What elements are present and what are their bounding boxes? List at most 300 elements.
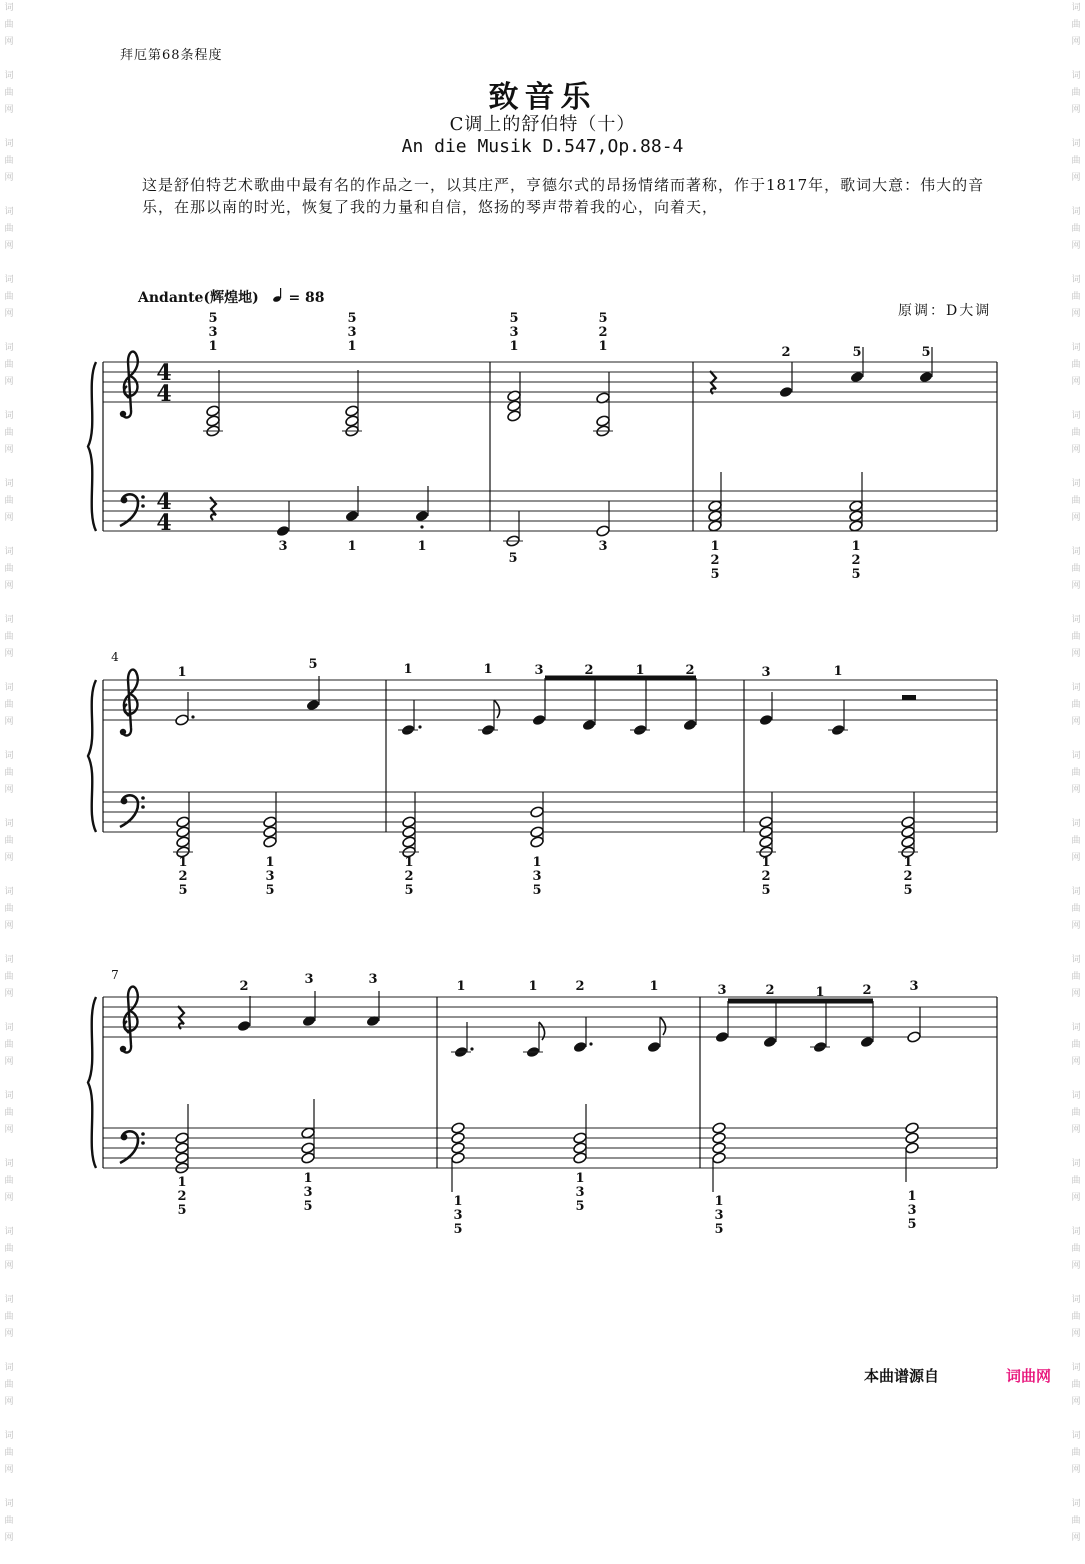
watermark-char: 曲 [1071, 632, 1081, 642]
watermark-gap [2, 1479, 16, 1496]
grand-staff-brace [88, 680, 96, 832]
watermark-char: 词 [1071, 71, 1081, 81]
half-note-head [451, 1152, 466, 1165]
tempo-value: = 88 [288, 290, 325, 306]
quarter-note-head [345, 510, 360, 523]
fingering: 1 [532, 855, 542, 870]
half-note-head [301, 1127, 316, 1140]
fingering: 1 [903, 855, 913, 870]
watermark-char: 曲 [1071, 564, 1081, 574]
watermark-char: 曲 [1071, 1040, 1081, 1050]
fingering: 3 [907, 1203, 917, 1218]
fingering: 5 [509, 311, 519, 326]
watermark-char: 网 [4, 1261, 14, 1271]
watermark-char: 曲 [1071, 904, 1081, 914]
watermark-char: 曲 [1071, 1380, 1081, 1390]
fingering: 3 [509, 325, 519, 340]
fingering: 1 [851, 539, 861, 554]
watermark-char: 曲 [1071, 88, 1081, 98]
watermark-char: 网 [1071, 1465, 1081, 1475]
watermark-char: 网 [1071, 1193, 1081, 1203]
half-note-head [901, 836, 916, 849]
watermark-char: 网 [4, 105, 14, 115]
fingering: 3 [368, 972, 378, 987]
watermark-char: 曲 [4, 1516, 14, 1526]
watermark-char: 曲 [4, 224, 14, 234]
fingering: 1 [347, 539, 357, 554]
watermark-char: 词 [1071, 1091, 1081, 1101]
watermark-char: 曲 [4, 768, 14, 778]
fingering: 3 [278, 539, 288, 554]
fingering: 1 [649, 979, 659, 994]
watermark-char: 词 [1071, 343, 1081, 353]
fingering: 5 [208, 311, 218, 326]
half-note-head [301, 1142, 316, 1155]
half-note-head [907, 1031, 922, 1044]
watermark-char: 曲 [4, 1244, 14, 1254]
fingering: 3 [717, 983, 727, 998]
fingering: 5 [921, 345, 931, 360]
fingering: 1 [453, 1194, 463, 1209]
watermark-char: 曲 [4, 632, 14, 642]
watermark-char: 网 [4, 649, 14, 659]
watermark-char: 词 [4, 1295, 14, 1305]
watermark-char: 曲 [1071, 1516, 1081, 1526]
fingering: 3 [598, 539, 608, 554]
half-note-head [176, 836, 191, 849]
dotted-half-note-head [175, 714, 190, 727]
fingering: 5 [347, 311, 357, 326]
fingering: 3 [575, 1185, 585, 1200]
fingering: 3 [208, 325, 218, 340]
watermark-char: 曲 [4, 1312, 14, 1322]
watermark-char: 词 [4, 819, 14, 829]
fingering: 1 [833, 664, 843, 679]
brand-link[interactable]: 词曲网 [1005, 1367, 1051, 1385]
watermark-char: 词 [4, 71, 14, 81]
half-note-head [596, 415, 611, 428]
watermark-char: 词 [4, 1431, 14, 1441]
half-note-head [901, 816, 916, 829]
fingering: 2 [851, 553, 861, 568]
quarter-note-head [850, 371, 865, 384]
watermark-char: 曲 [1071, 1108, 1081, 1118]
fingering: 1 [265, 855, 275, 870]
eighth-note-head [763, 1036, 778, 1049]
watermark-char: 曲 [4, 1040, 14, 1050]
fingering: 5 [903, 883, 913, 898]
half-note-head [759, 826, 774, 839]
fingering: 5 [532, 883, 542, 898]
watermark-char: 网 [4, 989, 14, 999]
watermark-char: 词 [1071, 1295, 1081, 1305]
half-note-head [759, 816, 774, 829]
time-signature-bottom: 4 [156, 381, 172, 407]
measure-number: 7 [111, 968, 119, 982]
treble-clef-icon [120, 670, 138, 736]
fingering: 1 [575, 1171, 585, 1186]
watermark-char: 曲 [4, 972, 14, 982]
half-note-head [759, 836, 774, 849]
fingering: 3 [532, 869, 542, 884]
fingering: 3 [265, 869, 275, 884]
grand-staff-brace [88, 362, 96, 531]
half-note-head [175, 1152, 190, 1165]
watermark-char: 网 [1071, 377, 1081, 387]
watermark-char: 词 [1071, 139, 1081, 149]
watermark-char: 网 [1071, 1329, 1081, 1339]
page-subtitle: C调上的舒伯特（十） [449, 114, 636, 135]
half-note-head [402, 816, 417, 829]
half-note-head [573, 1132, 588, 1145]
watermark-char: 词 [1071, 887, 1081, 897]
watermark-char: 词 [1071, 615, 1081, 625]
watermark-char: 词 [1071, 1159, 1081, 1169]
watermark-char: 词 [4, 1159, 14, 1169]
watermark-char: 词 [4, 1023, 14, 1033]
fingering: 1 [635, 663, 645, 678]
half-rest-icon [902, 695, 916, 700]
watermark-char: 词 [4, 343, 14, 353]
watermark-char: 网 [4, 1533, 14, 1543]
fingering: 1 [598, 339, 608, 354]
fingering: 1 [403, 662, 413, 677]
fingering: 5 [710, 567, 720, 582]
watermark-char: 网 [1071, 37, 1081, 47]
fingering: 2 [765, 983, 775, 998]
half-note-head [530, 806, 545, 819]
watermark-char: 网 [4, 921, 14, 931]
watermark-char: 曲 [4, 428, 14, 438]
dotted-quarter-note-head [573, 1041, 588, 1054]
fingering: 5 [453, 1222, 463, 1237]
half-note-head [402, 836, 417, 849]
half-note-head [263, 836, 278, 849]
half-note-head [712, 1122, 727, 1135]
quarter-note-head [759, 714, 774, 727]
watermark-char: 网 [1071, 581, 1081, 591]
watermark-gap [2, 1547, 16, 1564]
fingering: 1 [178, 855, 188, 870]
fingering: 1 [528, 979, 538, 994]
quarter-note-head [919, 371, 934, 384]
watermark-char: 网 [4, 1125, 14, 1135]
fingering: 5 [265, 883, 275, 898]
watermark-char: 曲 [4, 292, 14, 302]
half-note-head [708, 520, 723, 533]
half-note-head [402, 826, 417, 839]
grand-staff-brace [88, 997, 96, 1168]
fingering: 1 [456, 979, 466, 994]
fingering: 2 [239, 979, 249, 994]
watermark-char: 词 [4, 547, 14, 557]
watermark-char: 网 [4, 785, 14, 795]
staccato-dot [420, 525, 423, 528]
watermark-char: 词 [1071, 819, 1081, 829]
fingering: 3 [347, 325, 357, 340]
watermark-char: 词 [1071, 751, 1081, 761]
watermark-char: 词 [4, 3, 14, 13]
eighth-note-head [582, 719, 597, 732]
watermark-char: 词 [1071, 411, 1081, 421]
watermark-char: 词 [1071, 1431, 1081, 1441]
watermark-char: 曲 [1071, 1312, 1081, 1322]
watermark-char: 曲 [4, 564, 14, 574]
half-note-head [905, 1132, 920, 1145]
fingering: 5 [575, 1199, 585, 1214]
watermark-char: 曲 [4, 1380, 14, 1390]
fingering: 3 [761, 665, 771, 680]
fingering: 3 [909, 979, 919, 994]
half-note-head [708, 510, 723, 523]
half-note-head [345, 405, 360, 418]
half-note-head [905, 1122, 920, 1135]
watermark-char: 网 [4, 1397, 14, 1407]
watermark-char: 网 [4, 513, 14, 523]
watermark-char: 网 [1071, 173, 1081, 183]
watermark-char: 网 [4, 445, 14, 455]
watermark-char: 词 [1071, 683, 1081, 693]
watermark-char: 词 [1071, 207, 1081, 217]
watermark-char: 网 [4, 37, 14, 47]
half-note-head [263, 826, 278, 839]
fingering: 1 [815, 985, 825, 1000]
watermark-char: 词 [1071, 479, 1081, 489]
watermark-char: 网 [1071, 853, 1081, 863]
eighth-flag [660, 1017, 666, 1035]
watermark-char: 网 [1071, 649, 1081, 659]
watermark-char: 网 [1071, 445, 1081, 455]
fingering: 1 [907, 1189, 917, 1204]
half-note-head [263, 816, 278, 829]
level-note: 拜厄第68条程度 [120, 48, 223, 63]
fingering: 2 [575, 979, 585, 994]
watermark-char: 词 [4, 887, 14, 897]
fingering: 3 [303, 1185, 313, 1200]
half-note-head [176, 816, 191, 829]
watermark-char: 词 [1071, 955, 1081, 965]
watermark-char: 词 [4, 207, 14, 217]
half-note-head [849, 520, 864, 533]
fingering: 3 [453, 1208, 463, 1223]
description: 这是舒伯特艺术歌曲中最有名的作品之一，以其庄严，亨德尔式的昂扬情绪而著称，作于1817年，歌词大意：伟大的音乐，在那以南的时光，恢复了我的力量和自信，悠扬的琴声带着我的心，向着天， [142, 176, 985, 216]
fingering: 2 [685, 663, 695, 678]
watermark-char: 词 [4, 955, 14, 965]
quarter-note-head [306, 699, 321, 712]
half-note-head [530, 836, 545, 849]
fingering: 5 [598, 311, 608, 326]
watermark-char: 曲 [4, 20, 14, 30]
half-note-head [507, 410, 522, 423]
time-signature-bottom: 4 [156, 510, 172, 536]
quarter-rest-icon [210, 497, 216, 520]
fingering: 5 [308, 657, 318, 672]
half-note-head [176, 826, 191, 839]
dot [470, 1047, 473, 1050]
watermark-char: 网 [4, 853, 14, 863]
watermark-char: 曲 [1071, 768, 1081, 778]
half-note-head [712, 1152, 727, 1165]
watermark-char: 网 [1071, 1125, 1081, 1135]
source-label: 本曲谱源自 [863, 1367, 939, 1385]
watermark-char: 曲 [1071, 224, 1081, 234]
watermark-char: 网 [1071, 1397, 1081, 1407]
eighth-flag [494, 700, 500, 718]
fingering: 1 [177, 1175, 187, 1190]
watermark-char: 网 [4, 581, 14, 591]
opus-line: An die Musik D.547,Op.88-4 [401, 136, 684, 157]
watermark-char: 网 [1071, 309, 1081, 319]
fingering: 1 [208, 339, 218, 354]
quarter-note-head [779, 386, 794, 399]
half-note-head [301, 1152, 316, 1165]
treble-clef-icon [120, 352, 138, 418]
watermark-char: 词 [1071, 1363, 1081, 1373]
watermark-char: 网 [4, 241, 14, 251]
eighth-note-head [647, 1041, 662, 1054]
watermark-char: 网 [1071, 785, 1081, 795]
watermark-char: 网 [1071, 1533, 1081, 1543]
watermark-char: 曲 [1071, 496, 1081, 506]
watermark-char: 词 [4, 1227, 14, 1237]
watermark-char: 曲 [1071, 156, 1081, 166]
watermark-char: 词 [4, 751, 14, 761]
half-note-head [712, 1132, 727, 1145]
fingering: 1 [509, 339, 519, 354]
fingering: 1 [303, 1171, 313, 1186]
half-note-head [345, 415, 360, 428]
fingering: 3 [304, 972, 314, 987]
watermark-char: 网 [4, 1057, 14, 1067]
watermark-char: 曲 [1071, 1244, 1081, 1254]
half-note-head [206, 405, 221, 418]
time-signature-top: 4 [156, 360, 172, 386]
watermark-char: 曲 [4, 1108, 14, 1118]
watermark-char: 曲 [4, 700, 14, 710]
fingering: 5 [178, 883, 188, 898]
watermark-char: 曲 [1071, 836, 1081, 846]
fingering: 1 [417, 539, 427, 554]
treble-clef-icon [120, 987, 138, 1053]
watermark-char: 曲 [4, 496, 14, 506]
half-note-head [451, 1132, 466, 1145]
watermark-char: 词 [1071, 275, 1081, 285]
watermark-char: 网 [4, 377, 14, 387]
fingering: 1 [761, 855, 771, 870]
watermark-char: 网 [4, 309, 14, 319]
fingering: 2 [781, 345, 791, 360]
half-note-head [905, 1142, 920, 1155]
watermark-char: 网 [1071, 989, 1081, 999]
watermark-char: 词 [4, 139, 14, 149]
fingering: 2 [598, 325, 608, 340]
fingering: 5 [714, 1222, 724, 1237]
half-note-head [530, 826, 545, 839]
watermark-char: 网 [4, 1329, 14, 1339]
watermark-char: 词 [1071, 3, 1081, 13]
watermark-char: 曲 [1071, 428, 1081, 438]
original-key: 原调：D大调 [898, 303, 992, 319]
fingering: 2 [404, 869, 414, 884]
fingering: 1 [404, 855, 414, 870]
watermark-char: 曲 [1071, 1176, 1081, 1186]
watermark-char: 网 [4, 173, 14, 183]
half-note-head [451, 1122, 466, 1135]
watermark-char: 词 [4, 1091, 14, 1101]
watermark-char: 曲 [4, 836, 14, 846]
fingering: 2 [584, 663, 594, 678]
watermark-char: 词 [1071, 547, 1081, 557]
watermark-char: 网 [1071, 717, 1081, 727]
watermark-char: 网 [4, 1465, 14, 1475]
dot [191, 715, 194, 718]
time-signature-top: 4 [156, 489, 172, 515]
watermark-char: 曲 [1071, 1448, 1081, 1458]
dot [418, 725, 421, 728]
eighth-note-head [715, 1031, 730, 1044]
fingering: 5 [404, 883, 414, 898]
half-note-head [849, 500, 864, 513]
half-note-head [849, 510, 864, 523]
watermark-char: 曲 [1071, 972, 1081, 982]
measure-number: 4 [111, 650, 119, 664]
watermark-char: 曲 [4, 88, 14, 98]
fingering: 2 [177, 1189, 187, 1204]
fingering: 3 [714, 1208, 724, 1223]
watermark-char: 词 [4, 683, 14, 693]
eighth-note-head [683, 719, 698, 732]
fingering: 5 [177, 1203, 187, 1218]
fingering: 5 [303, 1199, 313, 1214]
fingering: 1 [483, 662, 493, 677]
fingering: 1 [714, 1194, 724, 1209]
half-note-head [206, 415, 221, 428]
watermark-char: 词 [4, 411, 14, 421]
half-note-head [712, 1142, 727, 1155]
score-layer [88, 311, 997, 1237]
watermark-char: 曲 [4, 1448, 14, 1458]
watermark-char: 曲 [1071, 292, 1081, 302]
watermark-char: 词 [4, 615, 14, 625]
tempo-text: Andante(辉煌地) [138, 290, 259, 306]
eighth-note-head [532, 714, 547, 727]
half-note-head [573, 1152, 588, 1165]
fingering: 2 [710, 553, 720, 568]
watermark-char: 网 [1071, 241, 1081, 251]
fingering: 2 [903, 869, 913, 884]
fingering: 5 [761, 883, 771, 898]
half-note-head [175, 1132, 190, 1145]
watermark-char: 网 [1071, 921, 1081, 931]
watermark-char: 曲 [4, 156, 14, 166]
watermark-char: 曲 [4, 360, 14, 370]
half-note-head [596, 525, 611, 538]
watermark-char: 词 [4, 1499, 14, 1509]
watermark-char: 网 [1071, 105, 1081, 115]
eighth-note-head [860, 1036, 875, 1049]
half-note-head [175, 1142, 190, 1155]
fingering: 2 [178, 869, 188, 884]
fingering: 1 [347, 339, 357, 354]
page-title: 致音乐 [488, 80, 597, 115]
watermark-char: 网 [1071, 1261, 1081, 1271]
fingering: 2 [761, 869, 771, 884]
watermark-char: 词 [4, 479, 14, 489]
watermark-char: 词 [1071, 1227, 1081, 1237]
fingering: 5 [907, 1217, 917, 1232]
watermark-char: 网 [4, 717, 14, 727]
quarter-note-head [237, 1020, 252, 1033]
